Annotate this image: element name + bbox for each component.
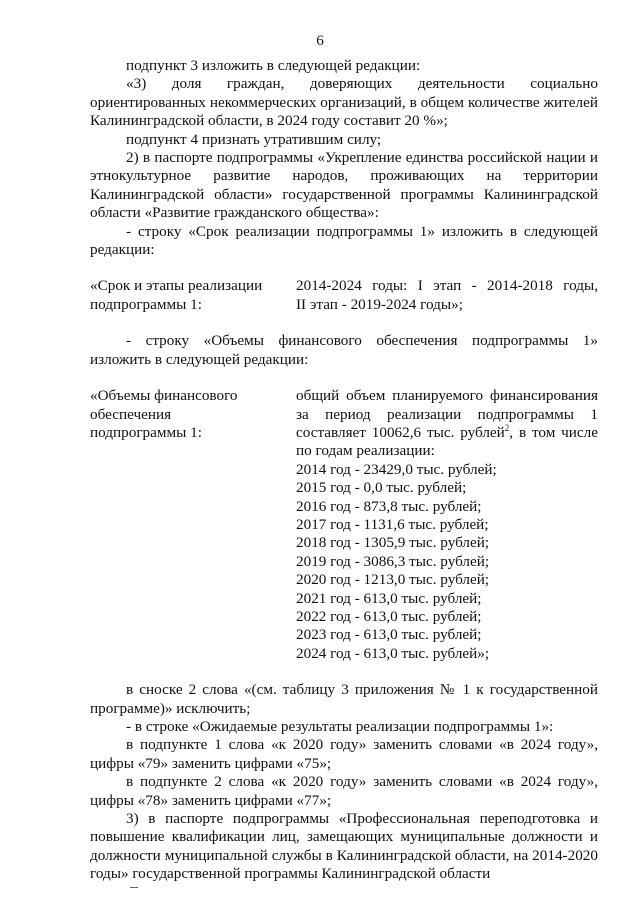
paragraph-term-row-intro: - строку «Срок реализации подпрограммы 1» изложить в следующей редакции:	[90, 222, 598, 259]
page-number: 6	[316, 32, 324, 49]
term-row-label	[90, 277, 296, 314]
finance-year-line: 2019 год - 3086,3 тыс. рублей;	[296, 552, 490, 570]
paragraph-subitem-3-text: «3) доля граждан, доверяющих деятельности социально ориентированных некоммерческих организаций, в общем количестве жителей Калининградской области, в 2024 году составит 20 %»;	[90, 75, 598, 130]
finance-row-label-line: обеспечения	[90, 405, 172, 423]
paragraph-subitem-4: подпункт 4 признать утратившим силу;	[126, 130, 382, 148]
term-row-value-line: II этап - 2019-2024 годы»;	[296, 295, 463, 313]
finance-row-label-line: подпрограммы 1:	[90, 423, 202, 441]
term-row	[90, 277, 598, 314]
finance-year-line: 2017 год - 1131,6 тыс. рублей;	[296, 515, 489, 533]
term-row-value-line: 2014-2024 годы: I этап - 2014-2018 годы,	[296, 277, 598, 295]
paragraph-expected-results: - в строке «Ожидаемые результаты реализации подпрограммы 1»:	[126, 718, 554, 735]
finance-year-line: 2018 год - 1305,9 тыс. рублей;	[296, 534, 490, 552]
finance-year-line: 2015 год - 0,0 тыс. рублей;	[296, 479, 467, 497]
finance-year-line: 2014 год - 23429,0 тыс. рублей;	[296, 460, 497, 478]
paragraph-footnote-2: в сноске 2 слова «(см. таблицу 3 приложения № 1 к государственной программе)» исключить;	[90, 681, 598, 717]
finance-total-part: общий объем планируемого финансирования за период реализации подпрограммы 1 составляет 10062,6 тыс. рублей	[296, 387, 598, 441]
term-row-value	[296, 277, 598, 314]
finance-year-line: 2024 год - 613,0 тыс. рублей»;	[296, 644, 490, 662]
paragraph-subitem-3-intro: подпункт 3 изложить в следующей редакции:	[126, 57, 421, 74]
paragraph-item-2: 2) в паспорте подпрограммы «Укрепление единства российской нации и этнокультурное развитие народов, проживающих на территории Калининградской области» государственной программы Калининградской области «Развитие гражданского общества»:	[90, 149, 598, 222]
finance-row-value	[296, 387, 598, 663]
term-row-label-line: подпрограммы 1:	[90, 295, 202, 313]
term-row-label-line: «Срок и этапы реализации	[90, 277, 263, 295]
footer-mark	[130, 887, 138, 888]
finance-row-label	[90, 387, 296, 663]
finance-row-label-line: «Объемы финансового	[90, 387, 238, 405]
finance-year-line: 2023 год - 613,0 тыс. рублей;	[296, 626, 482, 644]
finance-year-line: 2016 год - 873,8 тыс. рублей;	[296, 497, 482, 515]
finance-total-part: , в том числе по годам реализации:	[296, 423, 598, 460]
document-body	[90, 57, 598, 884]
paragraph-finance-row-intro: - строку «Объемы финансового обеспечения подпрограммы 1» изложить в следующей редакции:	[90, 332, 598, 368]
finance-row	[90, 387, 598, 663]
finance-year-line: 2021 год - 613,0 тыс. рублей;	[296, 589, 482, 607]
paragraph-subitem-1-change: в подпункте 1 слова «к 2020 году» заменить словами «в 2024 году», цифры «79» заменить цифрами «75»;	[90, 736, 598, 772]
paragraph-subitem-2-change: в подпункте 2 слова «к 2020 году» заменить словами «в 2024 году», цифры «78» заменить цифрами «77»;	[90, 773, 598, 809]
paragraph-item-3: 3) в паспорте подпрограммы «Профессиональная переподготовка и повышение квалификации лиц, замещающих муниципальные должности и должности муниципальной службы в Калининградской области, на 2014-2020 годы» государственной программы Калининградской области	[90, 810, 598, 883]
finance-year-line: 2020 год - 1213,0 тыс. рублей;	[296, 571, 490, 589]
footnote-mark: 2	[504, 422, 510, 433]
finance-total-text	[296, 387, 598, 461]
finance-year-line: 2022 год - 613,0 тыс. рублей;	[296, 607, 482, 625]
